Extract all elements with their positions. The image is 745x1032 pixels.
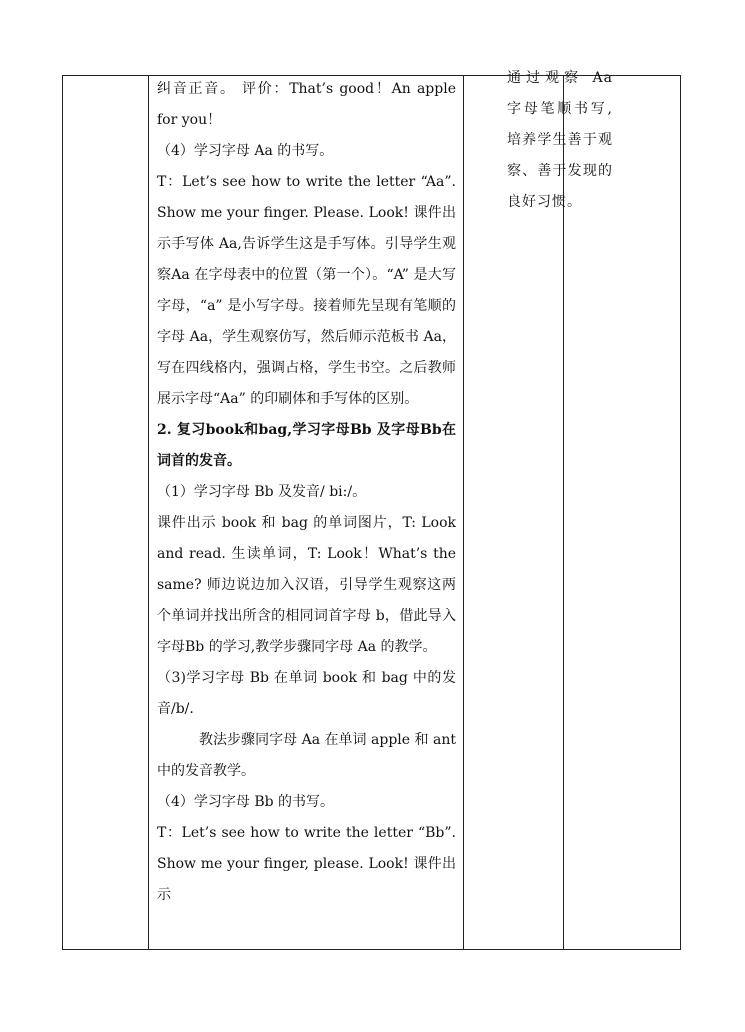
paragraph-step4-aa-body: T：Let’s see how to write the letter “Aa”. Show me your finger. Please. Look! 课件出示手写体 Aa,告诉学生这是手写体。引导学生观察Aa 在字母表中的位置（第一个）。“A” 是大写字母，“a” 是小写字母。接着师先呈现有笔顺的字母 Aa，学生观察仿写，然后师示范板书 Aa，写在四线格内，强调占格，学生书空。之后教师展示字母“Aa” 的印刷体和手写体的区别。	[157, 174, 456, 407]
paragraph-step1-bb-heading: （1）学习字母 Bb 及发音/ bi:/。	[157, 484, 367, 500]
column-divider	[463, 76, 464, 949]
section-heading-bb: 2. 复习book和bag,学习字母Bb 及字母Bb在词首的发音。	[157, 422, 456, 469]
paragraph-step4-aa-heading: （4）学习字母 Aa 的书写。	[157, 143, 334, 159]
paragraph-step1-bb-body: 课件出示 book 和 bag 的单词图片，T: Look and read. 生读单词，T: Look！What’s the same? 师边说边加入汉语，引导学生观察这两个单词并找出所含的相同词首字母 b，借此导入字母Bb 的学习,教学步骤同字母 Aa 的教学。	[157, 515, 456, 655]
paragraph-step4-bb-heading: （4）学习字母 Bb 的书写。	[157, 794, 335, 810]
paragraph-step4-bb-body: T：Let’s see how to write the letter “Bb”. Show me your finger, please. Look! 课件出示	[157, 825, 456, 903]
design-intent-cell: 通过观察 Aa 字母笔顺书写,培养学生善于观察、善于发现的良好习惯。	[507, 70, 613, 210]
paragraph-step3-bb-heading: （3)学习字母 Bb 在单词 book 和 bag 中的发音/b/.	[157, 670, 456, 717]
paragraph-step3-bb-body: 教法步骤同字母 Aa 在单词 apple 和 ant 中的发音教学。	[157, 732, 456, 779]
paragraph-feedback: 纠音正音。 评价：That’s good！An apple for you！	[157, 81, 456, 128]
teaching-process-cell	[149, 76, 463, 949]
